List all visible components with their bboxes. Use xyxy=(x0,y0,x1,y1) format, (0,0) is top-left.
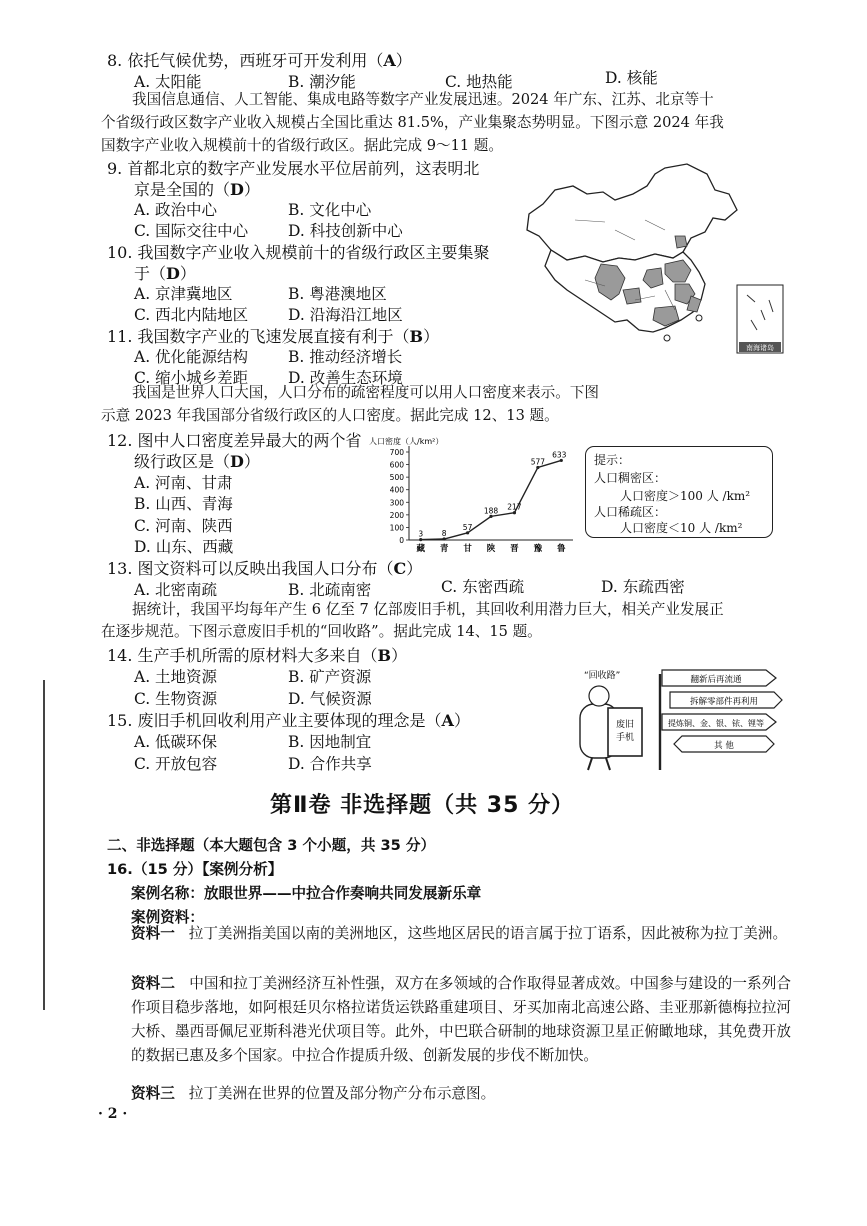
q10-option-c: C. 西北内陆地区 xyxy=(134,306,249,324)
chart-y-tick-label: 400 xyxy=(389,485,404,495)
chart-data-label: 8 xyxy=(441,528,447,538)
q12-stem-2: 级行政区是（D） xyxy=(134,452,260,471)
q9-option-b: B. 文化中心 xyxy=(288,201,372,219)
chart-x-tick-label: 青 xyxy=(439,544,449,554)
q12-option-a: A. 河南、甘肃 xyxy=(134,474,233,492)
q16-material-3: 资料三 拉丁美洲在世界的位置及部分物产分布示意图。 xyxy=(131,1085,496,1102)
material-3-label: 资料三 xyxy=(131,1085,175,1102)
material-1-label: 资料一 xyxy=(131,925,175,942)
q9-option-d: D. 科技创新中心 xyxy=(288,222,403,240)
section-2-heading: 二、非选择题（本大题包含 3 个小题，共 35 分） xyxy=(107,837,436,854)
character-head xyxy=(589,686,609,706)
q11-option-a: A. 优化能源结构 xyxy=(134,348,249,366)
q10-answer: D xyxy=(166,264,180,283)
q9-option-a: A. 政治中心 xyxy=(134,201,218,219)
q13-answer: C xyxy=(393,559,407,578)
q8-stem: 8. 依托气候优势，西班牙可开发利用（A） xyxy=(107,51,412,70)
q16-case-name: 案例名称：放眼世界——中拉合作奏响共同发展新乐章 xyxy=(131,885,482,902)
q8-option-b: B. 潮汐能 xyxy=(288,73,356,91)
q10-option-b: B. 粤港澳地区 xyxy=(288,285,387,303)
q12-option-b: B. 山西、青海 xyxy=(134,495,233,513)
q14-stem: 14. 生产手机所需的原材料大多来自（B） xyxy=(107,646,408,665)
q14-answer: B xyxy=(377,646,392,665)
intro-12-13-line2: 示意 2023 年我国部分省级行政区的人口密度。据此完成 12、13 题。 xyxy=(101,407,559,424)
tip-sparse-label: 人口稀疏区： xyxy=(594,505,667,519)
chart-y-tick-label: 500 xyxy=(389,473,404,483)
tip-sparse-rule: 人口密度＜10 人 /km² xyxy=(620,521,743,535)
left-margin-line xyxy=(43,680,45,1010)
q10-stem-2: 于（D） xyxy=(134,264,196,283)
q14-option-a: A. 土地资源 xyxy=(134,668,218,686)
q11-stem: 11. 我国数字产业的飞速发展直接有利于（B） xyxy=(107,327,440,346)
chart-y-tick-label: 700 xyxy=(389,448,404,457)
q16-material-1: 资料一 拉丁美洲指美国以南的美洲地区，这些地区居民的语言属于拉丁语系，因此被称为拉丁美洲。 xyxy=(131,925,788,942)
q11-option-d: D. 改善生态环境 xyxy=(288,369,403,387)
chart-data-label: 633 xyxy=(552,450,567,460)
intro-9-11-line1: 我国信息通信、人工智能、集成电路等数字产业发展迅速。2024 年广东、江苏、北京等十 xyxy=(132,91,714,108)
chart-y-tick-label: 300 xyxy=(389,498,404,508)
q9-stem-1: 9. 首都北京的数字产业发展水平位居前列，这表明北 xyxy=(107,159,480,178)
q15-stem: 15. 废旧手机回收利用产业主要体现的理念是（A） xyxy=(107,711,470,730)
china-map xyxy=(515,160,790,360)
q13-stem: 13. 图文资料可以反映出我国人口分布（C） xyxy=(107,559,423,578)
q10-option-a: A. 京津冀地区 xyxy=(134,285,233,303)
q8-option-a: A. 太阳能 xyxy=(134,73,202,91)
sign-4-label: 其 他 xyxy=(714,741,734,751)
q12-stem-1: 12. 图中人口密度差异最大的两个省 xyxy=(107,431,362,450)
tip-dense-rule: 人口密度＞100 人 /km² xyxy=(620,489,751,503)
q10-stem-1: 10. 我国数字产业收入规模前十的省级行政区主要集聚 xyxy=(107,243,490,262)
q10-option-d: D. 沿海沿江地区 xyxy=(288,306,403,324)
chart-x-tick-label: 鲁 xyxy=(557,544,566,554)
tip-title: 提示： xyxy=(594,453,631,467)
q11-answer: B xyxy=(409,327,424,346)
q13-option-d: D. 东疏西密 xyxy=(601,578,685,596)
q15-option-d: D. 合作共享 xyxy=(288,755,372,773)
page-number: · 2 · xyxy=(98,1106,128,1122)
q13-option-a: A. 北密南疏 xyxy=(134,581,218,599)
q15-answer: A xyxy=(441,711,454,730)
q9-stem-2: 京是全国的（D） xyxy=(134,180,260,199)
tip-dense-label: 人口稠密区： xyxy=(594,471,667,485)
q15-option-a: A. 低碳环保 xyxy=(134,733,218,751)
intro-9-11-line3: 国数字产业收入规模前十的省级行政区。据此完成 9～11 题。 xyxy=(101,137,503,154)
chart-data-label: 217 xyxy=(507,502,522,512)
sign-3-label: 提炼铜、金、银、铱、锂等 xyxy=(668,719,764,728)
intro-9-11-line2: 个省级行政区数字产业收入规模占全国比重达 81.5%，产业集聚态势明显。下图示意 2024 年我 xyxy=(101,114,724,131)
tip-box xyxy=(585,446,773,538)
recycle-title: “回收路” xyxy=(584,671,621,681)
chart-data-label: 57 xyxy=(462,522,473,532)
chart-data-label: 188 xyxy=(483,506,499,516)
intro-14-15-line1: 据统计，我国平均每年产生 6 亿至 7 亿部废旧手机，其回收利用潜力巨大，相关产业发展正 xyxy=(132,601,724,618)
q15-option-c: C. 开放包容 xyxy=(134,755,218,773)
chart-x-tick-label: 藏 xyxy=(416,544,425,554)
material-2-label: 资料二 xyxy=(131,975,176,992)
chart-x-tick-label: 陕 xyxy=(486,544,496,554)
chart-x-tick-label: 甘 xyxy=(463,544,472,554)
population-density-chart xyxy=(365,432,580,554)
sign-2-label: 拆解零部件再利用 xyxy=(689,697,759,707)
chart-data-label: 3 xyxy=(418,529,424,539)
q9-answer: D xyxy=(230,180,244,199)
q14-option-d: D. 气候资源 xyxy=(288,690,372,708)
q8-option-c: C. 地热能 xyxy=(445,73,513,91)
q16-material-2: 资料二 中国和拉丁美洲经济互补性强，双方在多领域的合作取得显著成效。中国参与建设的一系列合作项目稳步落地，如阿根廷贝尔格拉诺货运铁路重建项目、牙买加南北高速公路、圭亚那新德梅拉拉河大桥、墨西哥佩尼亚斯科港光伏项目等。此外，中巴联合研制的地球资源卫星正俯瞰地球，其免费开放的数据已惠及多个国家。中拉合作提质升级、创新发展的步伐不断加快。 xyxy=(131,975,791,1064)
chart-x-tick-label: 豫 xyxy=(533,544,543,554)
q11-option-b: B. 推动经济增长 xyxy=(288,348,403,366)
chart-ylabel: 人口密度（人/km²） xyxy=(369,437,444,446)
chart-y-tick-label: 100 xyxy=(389,523,404,533)
sign-1-label: 翻新后再流通 xyxy=(690,675,742,685)
recycle-diagram xyxy=(570,664,785,774)
q14-option-b: B. 矿产资源 xyxy=(288,668,372,686)
chart-data-label: 577 xyxy=(530,457,546,467)
phone-label-1: 废旧 xyxy=(615,720,635,730)
q12-answer: D xyxy=(230,452,244,471)
q14-option-c: C. 生物资源 xyxy=(134,690,218,708)
phone-label-2: 手机 xyxy=(615,733,635,743)
intro-12-13-line1: 我国是世界人口大国，人口分布的疏密程度可以用人口密度来表示。下图 xyxy=(132,384,600,401)
q12-option-d: D. 山东、西藏 xyxy=(134,538,234,556)
chart-y-tick-label: 200 xyxy=(389,510,404,520)
chart-series-line xyxy=(421,460,562,539)
q16-case-material-label: 案例资料： xyxy=(131,909,204,926)
q15-option-b: B. 因地制宜 xyxy=(288,733,372,751)
q16-head: 16.（15 分）【案例分析】 xyxy=(107,861,283,878)
q13-option-b: B. 北疏南密 xyxy=(288,581,372,599)
chart-y-tick-label: 0 xyxy=(399,536,404,545)
chart-x-tick-label: 晋 xyxy=(510,544,519,554)
part-2-title: 第Ⅱ卷 非选择题（共 35 分） xyxy=(270,793,575,818)
map-inset-label: 南海诸岛 xyxy=(746,344,774,352)
q9-option-c: C. 国际交往中心 xyxy=(134,222,249,240)
q8-answer: A xyxy=(383,51,396,70)
q11-option-c: C. 缩小城乡差距 xyxy=(134,369,249,387)
q13-option-c: C. 东密西疏 xyxy=(441,578,525,596)
q12-option-c: C. 河南、陕西 xyxy=(134,517,233,535)
chart-y-tick-label: 600 xyxy=(389,460,404,470)
q8-option-d: D. 核能 xyxy=(605,69,658,87)
intro-14-15-line2: 在逐步规范。下图示意废旧手机的“回收路”。据此完成 14、15 题。 xyxy=(101,623,542,640)
phone-icon xyxy=(608,708,642,756)
